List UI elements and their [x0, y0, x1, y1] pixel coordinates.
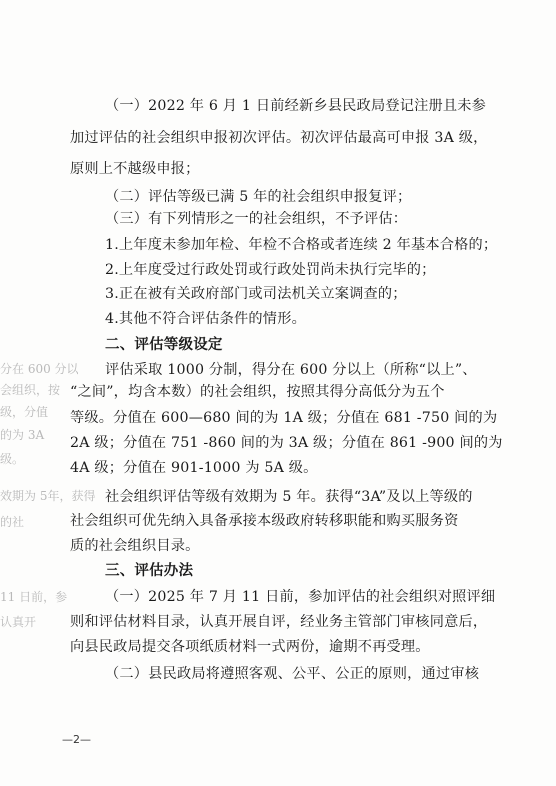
bleed-through-text: 认真开 — [0, 615, 37, 629]
bleed-through-text: 效期为 5年，获得 — [0, 489, 96, 503]
paragraph-line: 4A 级；分值在 901-1000 为 5A 级。 — [70, 460, 318, 476]
bleed-through-text: 的社 — [0, 515, 25, 529]
bleed-through-text: 的为 3A — [0, 428, 45, 442]
bleed-through-text: 会组织，按 — [0, 383, 61, 397]
bleed-through-text: 级，分值 — [0, 405, 49, 419]
list-item: 3.正在被有关政府部门或司法机关立案调查的； — [105, 286, 407, 302]
paragraph-line: “之间”，均含本数）的社会组织，按照其得分高低分为五个 — [70, 384, 445, 400]
section-heading: 三、评估办法 — [105, 563, 194, 579]
paragraph-line: 等级。分值在 600—680 间的为 1A 级；分值在 681 -750 间的为 — [70, 410, 498, 426]
paragraph-line: 向县民政局提交各项纸质材料一式两份，逾期不再受理。 — [70, 639, 430, 655]
paragraph-line: （一）2025 年 7 月 11 日前，参加评估的社会组织对照评细 — [105, 589, 496, 605]
list-item: 4.其他不符合评估条件的情形。 — [105, 311, 306, 327]
paragraph-line: （二）评估等级已满 5 年的社会组织申报复评； — [105, 189, 412, 205]
list-item: 2.上年度受过行政处罚或行政处罚尚未执行完毕的； — [105, 262, 436, 278]
bleed-through-text: 11 日前，参 — [0, 590, 68, 604]
paragraph-line: 2A 级；分值在 751 -860 间的为 3A 级；分值在 861 -900 间的为 — [70, 435, 503, 451]
section-heading: 二、评估等级设定 — [105, 337, 223, 353]
paragraph-line: （二）县民政局将遵照客观、公平、公正的原则，通过审核 — [105, 666, 480, 682]
paragraph-line: 加过评估的社会组织申报初次评估。初次评估最高可申报 3A 级， — [70, 130, 488, 146]
list-item: 1.上年度未参加年检、年检不合格或者连续 2 年基本合格的； — [105, 237, 498, 253]
bleed-through-text: 级。 — [0, 452, 25, 466]
page-number: —2— — [62, 733, 91, 746]
paragraph-line: 原则上不越级申报； — [70, 161, 200, 177]
paragraph-line: 评估采取 1000 分制，得分在 600 分以上（所称“以上”、 — [105, 362, 477, 378]
paragraph-line: 社会组织评估等级有效期为 5 年。获得“3A”及以上等级的 — [105, 489, 473, 505]
paragraph-line: （一）2022 年 6 月 1 日前经新乡县民政局登记注册且未参 — [105, 98, 487, 114]
paragraph-line: 社会组织可优先纳入具备承接本级政府转移职能和购买服务资 — [70, 513, 459, 529]
paragraph-line: 质的社会组织目录。 — [70, 538, 200, 554]
paragraph-line: （三）有下列情形之一的社会组织，不予评估： — [105, 211, 408, 227]
paragraph-line: 则和评估材料目录，认真开展自评，经业务主管部门审核同意后， — [70, 614, 488, 630]
bleed-through-text: 分在 600 分以 — [0, 362, 79, 376]
